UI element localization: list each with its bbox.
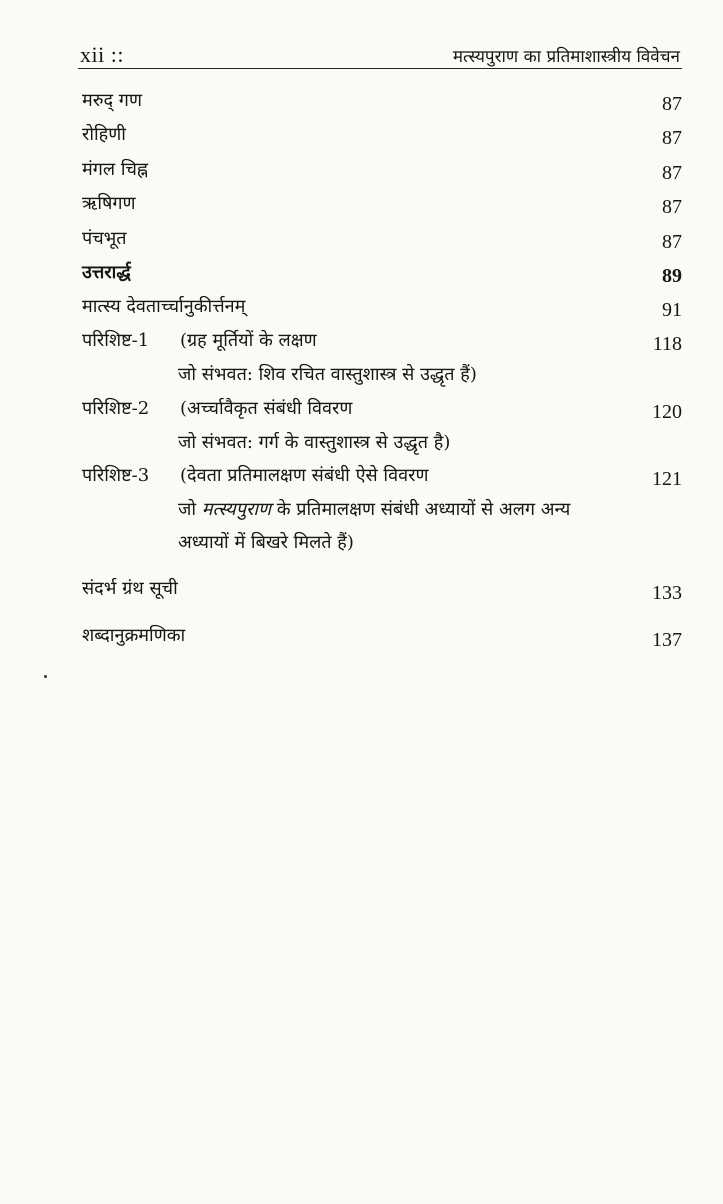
- appendix-description-cont: [178, 497, 570, 521]
- appendix-label: परिशिष्ट-3: [82, 465, 150, 486]
- appendix-page: 118: [652, 333, 682, 355]
- toc-entry-page: 87: [662, 93, 682, 115]
- appendix-description-cont: जो संभवत: गर्ग के वास्तुशास्त्र से उद्धृत है): [178, 432, 451, 453]
- toc-entry-title: मंगल चिह्न: [82, 159, 149, 180]
- appendix-description: (देवता प्रतिमालक्षण संबंधी ऐसे विवरण: [180, 465, 429, 486]
- book-title-italic: मत्स्यपुराण: [201, 499, 271, 520]
- appendix-page: 121: [652, 468, 682, 490]
- toc-entry-page: 87: [662, 231, 682, 253]
- toc-entry-title: मात्स्य देवतार्च्चानुकीर्त्तनम्: [82, 296, 246, 317]
- appendix-label: परिशिष्ट-2: [82, 398, 150, 419]
- toc-entry-page: 87: [662, 162, 682, 184]
- ink-speck: [44, 675, 47, 678]
- appendix-description-cont: जो संभवत: शिव रचित वास्तुशास्त्र से उद्धृत हैं): [178, 364, 477, 385]
- toc-entry-title: ऋषिगण: [82, 193, 136, 214]
- appendix-label: परिशिष्ट-1: [82, 330, 150, 351]
- appendix-text-prefix: जो: [178, 499, 197, 520]
- appendix-page: 120: [652, 401, 682, 423]
- toc-entry-page: 137: [652, 629, 682, 651]
- page-number: xii ::: [80, 42, 124, 67]
- toc-entry-page: 87: [662, 196, 682, 218]
- toc-entry-title: पंचभूत: [82, 228, 127, 249]
- toc-entry-title: शब्दानुक्रमणिका: [82, 625, 186, 646]
- appendix-description-cont: अध्यायों में बिखरे मिलते हैं): [178, 532, 354, 553]
- toc-entry-page: 133: [652, 582, 682, 604]
- appendix-description: (अर्च्चावैकृत संबंधी विवरण: [180, 398, 353, 419]
- toc-section-title: उत्तरार्द्ध: [82, 262, 131, 283]
- toc-entry-page: 87: [662, 127, 682, 149]
- toc-section-page: 89: [662, 265, 682, 287]
- toc-entry-title: रोहिणी: [82, 124, 126, 145]
- appendix-text-suffix: के प्रतिमालक्षण संबंधी अध्यायों से अलग अन्य: [276, 499, 571, 520]
- toc-entry-title: संदर्भ ग्रंथ सूची: [82, 578, 178, 599]
- toc-entry-title: मरुद् गण: [82, 90, 142, 111]
- running-title: मत्स्यपुराण का प्रतिमाशास्त्रीय विवेचन: [452, 47, 680, 67]
- toc-entry-page: 91: [662, 299, 682, 321]
- appendix-description: (ग्रह मूर्तियों के लक्षण: [180, 330, 317, 351]
- page-header: [78, 38, 682, 69]
